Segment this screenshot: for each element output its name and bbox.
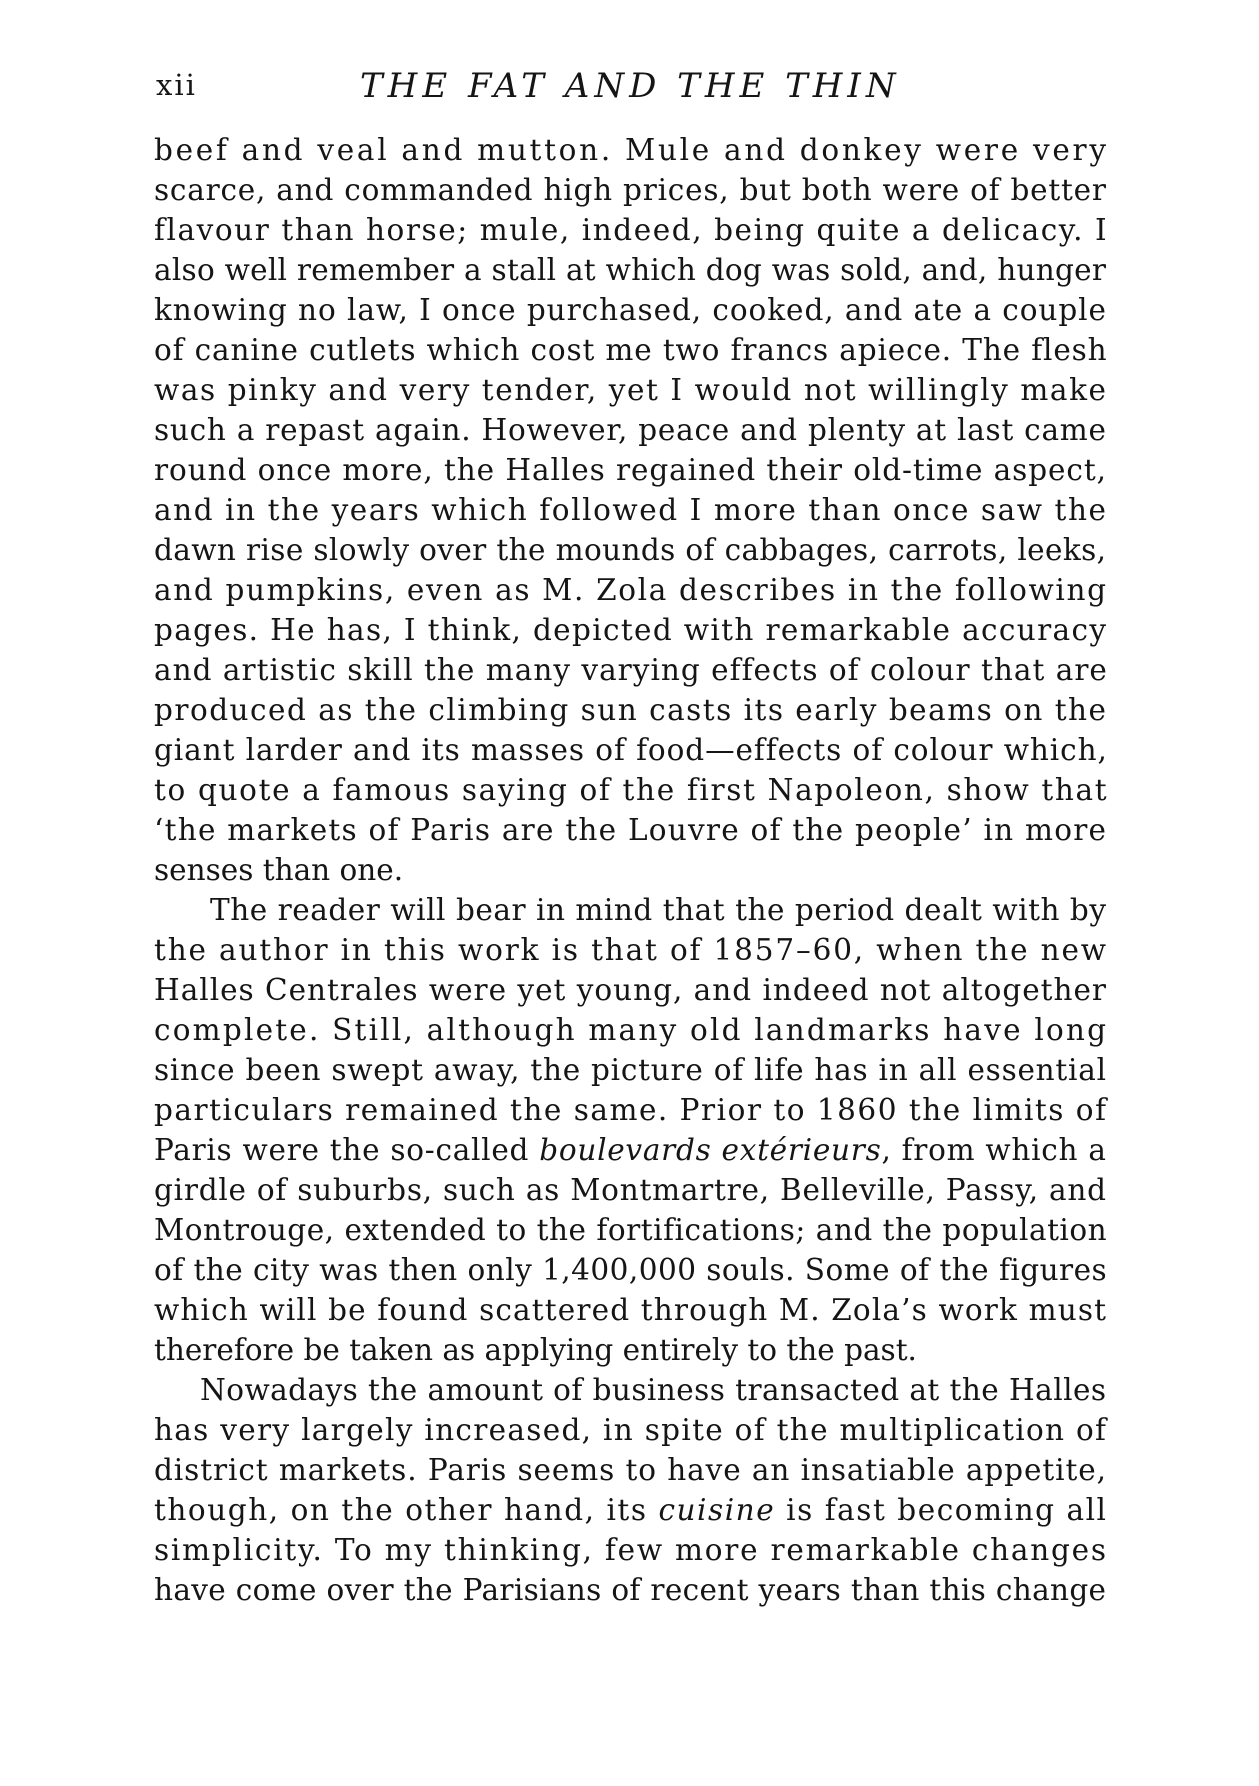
text-line-with-italic [154, 1130, 1106, 1170]
text-line: of the city was then only 1,400,000 souls. Some of the figures [154, 1253, 1108, 1287]
text-line: have come over the Parisians of recent years than this change [154, 1573, 1107, 1607]
text-line: also well remember a stall at which dog was sold, and, hunger [154, 253, 1107, 287]
text-line: since been swept away, the picture of life has in all essential [154, 1053, 1107, 1087]
text-line: scarce, and commanded high prices, but both were of better [154, 173, 1107, 207]
text-line: particulars remained the same. Prior to 1860 the limits of [154, 1093, 1108, 1127]
text-line: Montrouge, extended to the fortifications; and the population [154, 1213, 1108, 1247]
text-line: senses than one. [154, 853, 404, 887]
text-line: such a repast again. However, peace and plenty at last came [154, 413, 1107, 447]
text-line: of canine cutlets which cost me two francs apiece. The flesh [154, 333, 1108, 367]
text-line: and in the years which followed I more than once saw the [154, 493, 1108, 527]
page-header [150, 62, 1105, 108]
text-line: district markets. Paris seems to have an insatiable appetite, [154, 1453, 1107, 1487]
text-line-with-italic [154, 1490, 1106, 1530]
text-line: complete. Still, although many old landmarks have long [154, 1013, 1109, 1047]
text-line: produced as the climbing sun casts its early beams on the [154, 693, 1108, 727]
text-line: knowing no law, I once purchased, cooked, and ate a couple [154, 293, 1107, 327]
text-line: girdle of suburbs, such as Montmartre, Belleville, Passy, and [154, 1173, 1107, 1207]
text-line: simplicity. To my thinking, few more remarkable changes [154, 1533, 1108, 1567]
text-segment: though, on the other hand, its [154, 1493, 659, 1527]
text-line: the author in this work is that of 1857–60, when the new [154, 933, 1108, 967]
text-line: which will be found scattered through M. Zola’s work must [154, 1293, 1108, 1327]
paragraph-start-line: Nowadays the amount of business transacted at the Halles [200, 1373, 1107, 1407]
italic-phrase: boulevards extérieurs [539, 1133, 882, 1167]
text-line: and artistic skill the many varying effects of colour that are [154, 653, 1108, 687]
text-line: pages. He has, I think, depicted with remarkable accuracy [154, 613, 1108, 647]
paragraph-start-line: The reader will bear in mind that the period dealt with by [210, 893, 1107, 927]
text-segment: is fast becoming all [775, 1493, 1108, 1527]
text-line: therefore be taken as applying entirely to the past. [154, 1333, 917, 1367]
text-line: dawn rise slowly over the mounds of cabbages, carrots, leeks, [154, 533, 1107, 567]
text-line: has very largely increased, in spite of the multiplication of [154, 1413, 1108, 1447]
text-line: round once more, the Halles regained their old-time aspect, [154, 453, 1107, 487]
text-line: giant larder and its masses of food—effects of colour which, [154, 733, 1108, 767]
text-line: flavour than horse; mule, indeed, being quite a delicacy. I [154, 213, 1109, 247]
page-number: xii [156, 68, 197, 102]
text-line: and pumpkins, even as M. Zola describes in the following [154, 573, 1108, 607]
text-line: to quote a famous saying of the first Napoleon, show that [154, 773, 1109, 807]
italic-word: cuisine [658, 1493, 776, 1527]
text-line: Halles Centrales were yet young, and indeed not altogether [154, 973, 1108, 1007]
text-segment: , from which a [881, 1133, 1107, 1167]
text-line: ‘the markets of Paris are the Louvre of the people’ in more [154, 813, 1108, 847]
text-line: was pinky and very tender, yet I would not willingly make [154, 373, 1108, 407]
text-line: beef and veal and mutton. Mule and donkey were very [154, 133, 1109, 167]
running-title: THE FAT AND THE THIN [360, 66, 901, 106]
body-text [154, 130, 1109, 1610]
text-segment: Paris were the so-called [154, 1133, 540, 1167]
